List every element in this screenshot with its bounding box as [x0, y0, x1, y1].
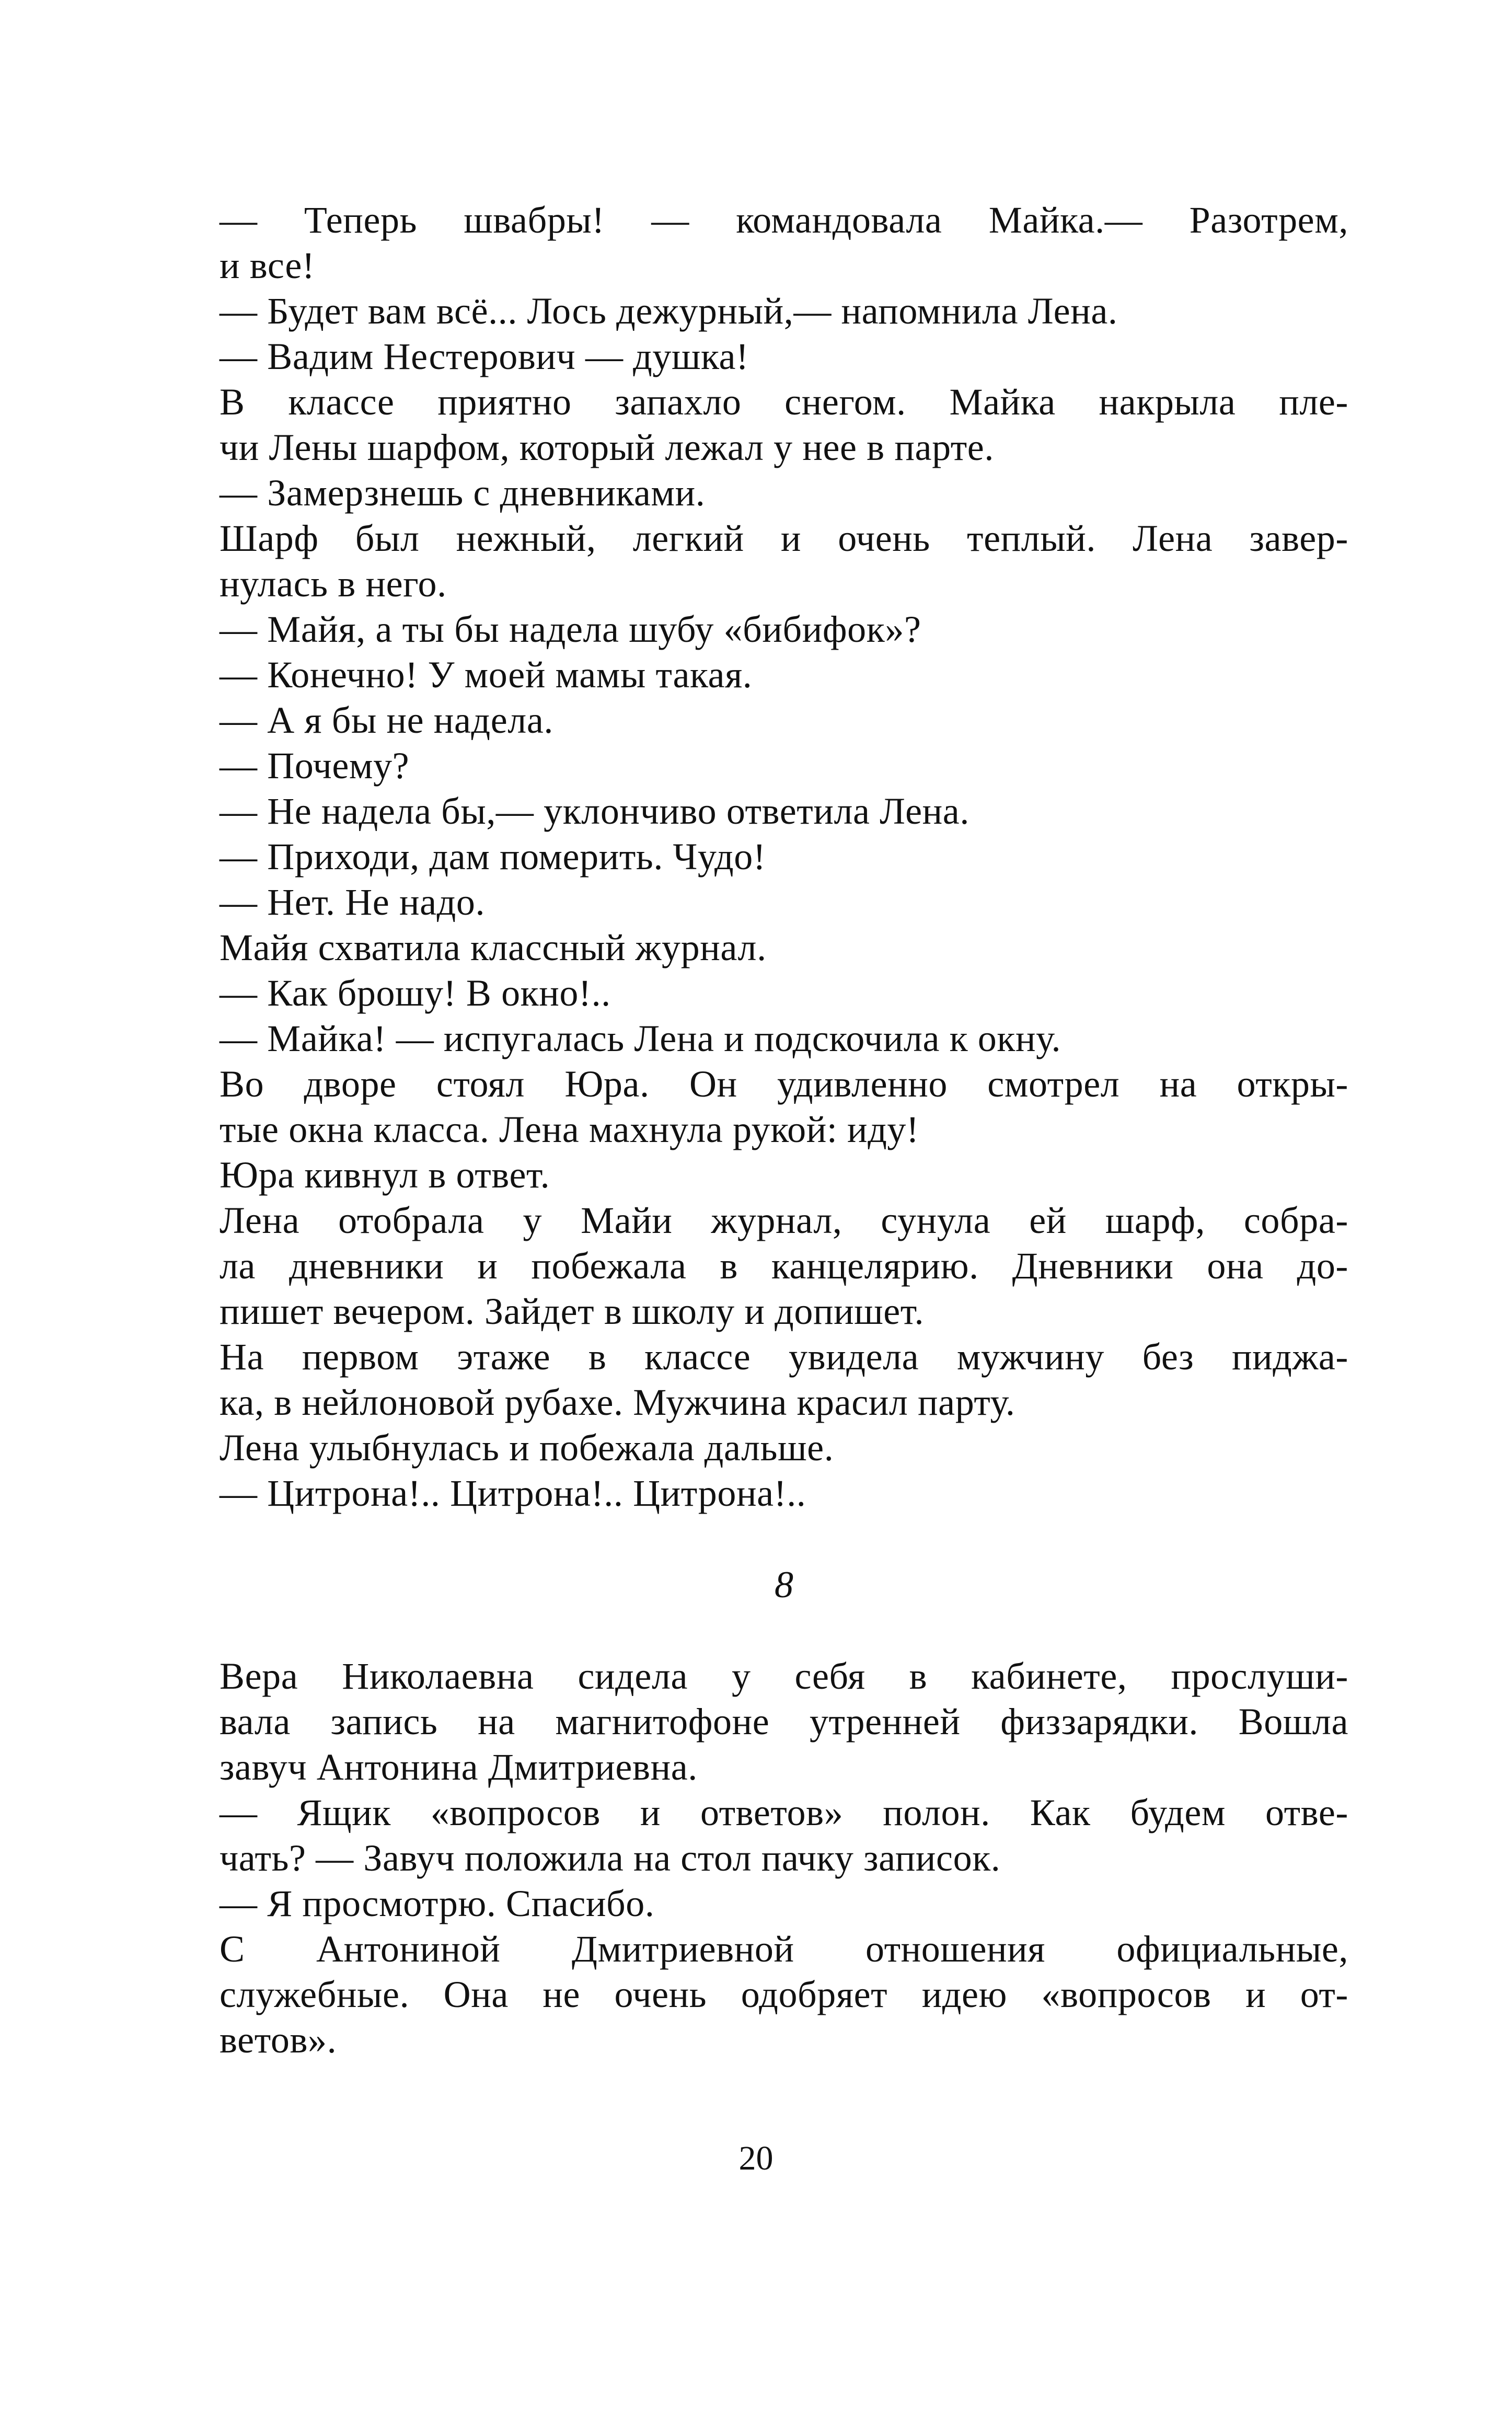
text-line: чать? — Завуч положила на стол пачку записок. [220, 1837, 1001, 1879]
text-line: Шарф был нежный, легкий и очень теплый. Лена завер- [220, 517, 1348, 559]
text-line: Майя схватила классный журнал. [220, 927, 767, 968]
text-line: пишет вечером. Зайдет в школу и допишет. [220, 1290, 925, 1332]
text-line: На первом этаже в классе увидела мужчину без пиджа- [220, 1336, 1348, 1378]
text-line: — Будет вам всё... Лось дежурный,— напомнила Лена. [220, 290, 1118, 332]
text-line: Во дворе стоял Юра. Он удивленно смотрел на откры- [220, 1063, 1348, 1105]
text-line: — Я просмотрю. Спасибо. [220, 1883, 655, 1924]
spacer [220, 1608, 1348, 1654]
paragraphs-part-2 [220, 1654, 1348, 2063]
text-line: ка, в нейлоновой рубахе. Мужчина красил парту. [220, 1381, 1015, 1423]
text-line: завуч Антонина Дмитриевна. [220, 1746, 698, 1788]
chapter-number: 8 [775, 1564, 793, 1606]
text-line: — Конечно! У моей мамы такая. [220, 654, 753, 696]
text-line: — Замерзнешь с дневниками. [220, 472, 706, 514]
text-line: Вера Николаевна сидела у себя в кабинете, прослуши- [220, 1655, 1348, 1697]
text-line: служебные. Она не очень одобряет идею «вопросов и от- [220, 1974, 1348, 2015]
text-line: нулась в него. [220, 563, 447, 605]
text-line: ветов». [220, 2019, 337, 2061]
text-line: — Не надела бы,— уклончиво ответила Лена. [220, 790, 969, 832]
text-line: и все! [220, 245, 315, 286]
paragraphs-part-1 [220, 198, 1348, 1516]
text-line: — Почему? [220, 745, 410, 787]
text-line: Лена отобрала у Майи журнал, сунула ей шарф, собра- [220, 1199, 1348, 1241]
text-line: — Вадим Нестерович — душка! [220, 336, 749, 377]
text-line: — А я бы не надела. [220, 699, 553, 741]
spacer [220, 1516, 1348, 1562]
text-line: тые окна класса. Лена махнула рукой: иду! [220, 1109, 919, 1150]
text-line: Лена улыбнулась и побежала дальше. [220, 1427, 834, 1469]
text-line: — Теперь швабры! — командовала Майка.— Разотрем, [220, 199, 1348, 241]
text-line: ла дневники и побежала в канцелярию. Дневники она до- [220, 1245, 1348, 1287]
text-line: — Как брошу! В окно!.. [220, 972, 611, 1014]
text-line: — Майка! — испугалась Лена и подскочила к окну. [220, 1018, 1061, 1059]
text-line: — Ящик «вопросов и ответов» полон. Как будем отве- [220, 1792, 1348, 1833]
text-line: вала запись на магнитофоне утренней физзарядки. Вошла [220, 1701, 1348, 1743]
text-line: В классе приятно запахло снегом. Майка накрыла пле- [220, 381, 1348, 423]
text-line: чи Лены шарфом, который лежал у нее в парте. [220, 426, 994, 468]
text-line: — Майя, а ты бы надела шубу «бибифок»? [220, 608, 921, 650]
page-number: 20 [738, 2139, 774, 2177]
text-line: — Приходи, дам померить. Чудо! [220, 836, 766, 878]
text-line: С Антониной Дмитриевной отношения официальные, [220, 1928, 1348, 1970]
text-line: Юра кивнул в ответ. [220, 1154, 550, 1196]
text-line: — Нет. Не надо. [220, 881, 486, 923]
text-line: — Цитрона!.. Цитрона!.. Цитрона!.. [220, 1472, 806, 1514]
text-block [220, 198, 1348, 2063]
